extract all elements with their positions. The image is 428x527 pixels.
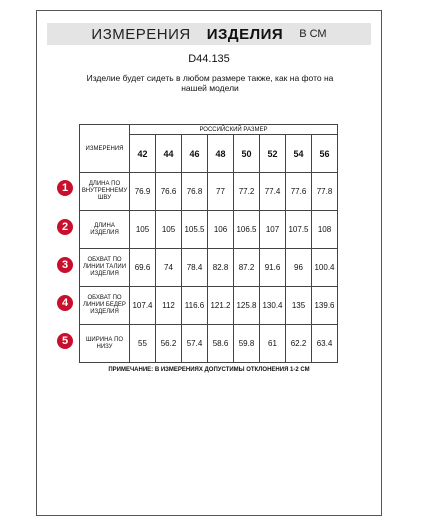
measure-header: ИЗМЕРЕНИЯ bbox=[80, 125, 130, 173]
table-cell: 74 bbox=[156, 249, 182, 287]
table-cell: 61 bbox=[260, 325, 286, 363]
table-cell: 62.2 bbox=[286, 325, 312, 363]
table-cell: 57.4 bbox=[182, 325, 208, 363]
table-cell: 77.2 bbox=[234, 173, 260, 211]
size-table bbox=[79, 124, 338, 363]
document-frame bbox=[36, 10, 382, 516]
table-cell: 106.5 bbox=[234, 211, 260, 249]
table-cell: 121.2 bbox=[208, 287, 234, 325]
table-cell: 105.5 bbox=[182, 211, 208, 249]
size-header: РОССИЙСКИЙ РАЗМЕР bbox=[130, 125, 338, 135]
table-cell: 107.5 bbox=[286, 211, 312, 249]
table-cell: 139.6 bbox=[312, 287, 338, 325]
tolerance-note: ПРИМЕЧАНИЕ: В ИЗМЕРЕНИЯХ ДОПУСТИМЫ ОТКЛОНЕНИЯ 1-2 СМ bbox=[108, 367, 310, 373]
table-cell: 105 bbox=[156, 211, 182, 249]
table-cell: 76.8 bbox=[182, 173, 208, 211]
table-cell: 135 bbox=[286, 287, 312, 325]
table-cell: 130.4 bbox=[260, 287, 286, 325]
table-cell: 76.6 bbox=[156, 173, 182, 211]
table-cell: 76.9 bbox=[130, 173, 156, 211]
row-number-badge: 4 bbox=[57, 295, 73, 311]
table-cell: 56.2 bbox=[156, 325, 182, 363]
row-number-badge: 1 bbox=[57, 180, 73, 196]
row-label: ОБХВАТ ПО ЛИНИИ ТАЛИИ ИЗДЕЛИЯ bbox=[80, 249, 130, 287]
table-cell: 63.4 bbox=[312, 325, 338, 363]
table-cell: 105 bbox=[130, 211, 156, 249]
size-54: 54 bbox=[286, 135, 312, 173]
table-cell: 77.6 bbox=[286, 173, 312, 211]
table-cell: 116.6 bbox=[182, 287, 208, 325]
table-row bbox=[80, 211, 338, 249]
table-cell: 107 bbox=[260, 211, 286, 249]
table-cell: 55 bbox=[130, 325, 156, 363]
title-measurements: ИЗМЕРЕНИЯ bbox=[91, 25, 191, 43]
table-cell: 78.4 bbox=[182, 249, 208, 287]
title-product: ИЗДЕЛИЯ bbox=[206, 25, 284, 43]
row-label: ШИРИНА ПО НИЗУ bbox=[80, 325, 130, 363]
table-cell: 112 bbox=[156, 287, 182, 325]
product-code: D44.135 bbox=[188, 53, 230, 65]
table-cell: 59.8 bbox=[234, 325, 260, 363]
size-46: 46 bbox=[182, 135, 208, 173]
title-banner bbox=[47, 23, 371, 45]
row-label: ДЛИНА ИЗДЕЛИЯ bbox=[80, 211, 130, 249]
table-cell: 108 bbox=[312, 211, 338, 249]
size-48: 48 bbox=[208, 135, 234, 173]
table-row bbox=[80, 249, 338, 287]
title-unit: В СМ bbox=[299, 28, 327, 40]
table-cell: 125.8 bbox=[234, 287, 260, 325]
table-cell: 77.8 bbox=[312, 173, 338, 211]
table-row bbox=[80, 287, 338, 325]
table-cell: 91.6 bbox=[260, 249, 286, 287]
fit-note: Изделие будет сидеть в любом размере также, как на фото на нашей модели bbox=[86, 73, 334, 93]
size-42: 42 bbox=[130, 135, 156, 173]
row-label: ОБХВАТ ПО ЛИНИИ БЕДЕР ИЗДЕЛИЯ bbox=[80, 287, 130, 325]
table-cell: 100.4 bbox=[312, 249, 338, 287]
row-label: ДЛИНА ПО ВНУТРЕННЕМУ ШВУ bbox=[80, 173, 130, 211]
table-cell: 69.6 bbox=[130, 249, 156, 287]
table-cell: 96 bbox=[286, 249, 312, 287]
table-cell: 58.6 bbox=[208, 325, 234, 363]
table-cell: 77.4 bbox=[260, 173, 286, 211]
table-cell: 77 bbox=[208, 173, 234, 211]
table-cell: 87.2 bbox=[234, 249, 260, 287]
table-row bbox=[80, 173, 338, 211]
size-44: 44 bbox=[156, 135, 182, 173]
row-number-badge: 3 bbox=[57, 257, 73, 273]
size-52: 52 bbox=[260, 135, 286, 173]
table-cell: 82.8 bbox=[208, 249, 234, 287]
row-number-badge: 2 bbox=[57, 219, 73, 235]
row-number-badge: 5 bbox=[57, 333, 73, 349]
size-50: 50 bbox=[234, 135, 260, 173]
size-56: 56 bbox=[312, 135, 338, 173]
table-cell: 106 bbox=[208, 211, 234, 249]
table-cell: 107.4 bbox=[130, 287, 156, 325]
table-row bbox=[80, 325, 338, 363]
